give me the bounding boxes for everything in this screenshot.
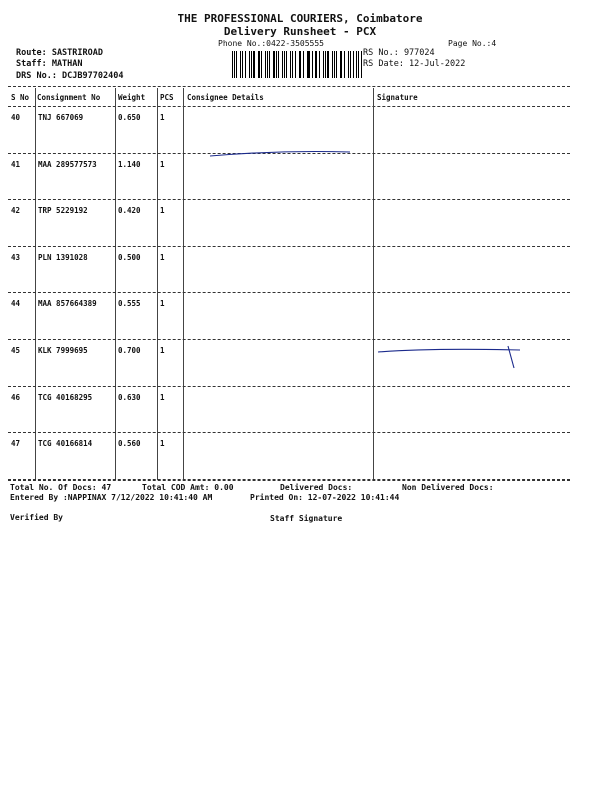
signature-handwriting: D. [386,455,404,474]
non-delivered-docs: Non Delivered Docs: [402,483,494,492]
signature-handwriting: Fathima [398,395,448,409]
signature-handwriting: Rp [384,166,404,182]
phone-handwriting: 9751735552 [409,441,493,462]
col-header-consignment: Consignment No [37,93,101,102]
row-weight: 0.500 [118,252,141,262]
row-consignment-no: MAA 289577573 [38,159,97,169]
row-weight: 0.420 [118,206,141,216]
col-header-sno: S No [11,93,30,102]
row-consignment-no: TCG 40168295 [38,392,93,402]
rs-number: RS No.: 977024 [363,48,435,58]
phone-number: Phone No.:0422-3505555 [218,39,324,48]
route-label: Route: SASTRIROAD [16,48,103,58]
row-weight: 0.630 [118,392,141,402]
row-pcs: 1 [160,299,165,309]
row-pcs: 1 [160,206,165,216]
staff-signature-label: Staff Signature [270,514,343,523]
delivered-docs: Delivered Docs: [280,483,353,492]
signature-handwriting: C.Shny [398,221,456,240]
row-pcs: 1 [160,346,165,355]
phone-handwriting: 98430 40998 [480,310,554,323]
row-pcs: 1 [160,159,165,169]
phone-handwriting: 9894798447 [419,176,510,196]
phone-handwriting: 9578860985 [447,397,519,415]
row-pcs: 1 [160,439,165,449]
row-sno: 40 [11,113,21,122]
pen-stroke [210,152,350,157]
row-weight: 1.140 [118,159,141,169]
runsheet-subtitle: Delivery Runsheet - PCX [223,25,377,38]
total-docs: Total No. Of Docs: 47 [10,483,112,492]
printed-on: Printed On: 12-07-2022 10:41:44 [250,493,400,502]
consignee-handwriting: Santhosh Kumar [212,138,339,156]
row-consignment-no: TNJ 667069 [38,113,84,122]
row-consignment-no: PLN 1391028 [38,252,88,262]
row-pcs: 1 [160,392,165,402]
row-weight: 0.650 [118,113,141,122]
row-sno: 45 [11,346,21,355]
divider [8,480,570,481]
company-title: THE PROFESSIONAL COURIERS, Coimbatore [177,12,423,25]
page-number: Page No.:4 [448,39,497,48]
row-consignment-no: TRP 5229192 [38,206,88,216]
row-sno: 47 [11,439,21,449]
entered-by: Entered By :NAPPINAX 7/12/2022 10:41:40 AM [10,493,213,502]
signature-handwriting: N.S [392,265,422,284]
row-sno: 41 [11,159,21,169]
row-consignment-no: MAA 857664389 [38,299,97,309]
col-header-signature: Signature [377,93,418,102]
consignee-handwriting: Vasantha [214,453,284,471]
consignee-handwriting: Fathima [232,405,294,423]
consignee-handwriting: Lakshmi [230,274,295,292]
signature-handwriting: T.MARIVEL [410,323,475,336]
row-weight: 0.700 [118,346,141,355]
consignee-handwriting: Ranjith [218,181,274,199]
signature-handwriting: V.Logalaxmi [392,349,472,364]
row-weight: 0.555 [118,299,141,309]
col-header-consignee: Consignee Details [187,93,264,102]
row-weight: 0.560 [118,439,141,449]
phone-handwriting: 9994262563 [476,232,566,248]
phone-handwriting: 9655864408 [425,139,516,160]
row-pcs: 1 [160,113,165,122]
total-cod: Total COD Amt: 0.00 [142,483,234,492]
col-header-pcs: PCS [160,93,174,102]
signature-handwriting: S.Shar [382,140,430,156]
row-sno: 46 [11,392,21,402]
row-sno: 43 [11,252,21,262]
rs-date: RS Date: 12-Jul-2022 [363,59,466,69]
drs-number: DRS No.: DCJB97702404 [16,71,124,81]
row-consignment-no: KLK 7999695 [38,346,88,355]
pen-stroke [378,349,520,352]
row-sno: 44 [11,299,21,309]
row-sno: 42 [11,206,21,216]
verified-by: Verified By [10,513,63,522]
consignee-handwriting: Sivakumar [218,364,300,382]
phone-handwriting: 9003836874 [422,278,501,300]
consignee-handwriting: Vadivel [214,319,269,337]
col-header-weight: Weight [118,93,146,102]
staff-label: Staff: MATHAN [16,59,83,69]
row-pcs: 1 [160,252,165,262]
row-consignment-no: TCG 40166814 [38,439,93,449]
consignee-handwriting: Santhi [222,228,272,246]
